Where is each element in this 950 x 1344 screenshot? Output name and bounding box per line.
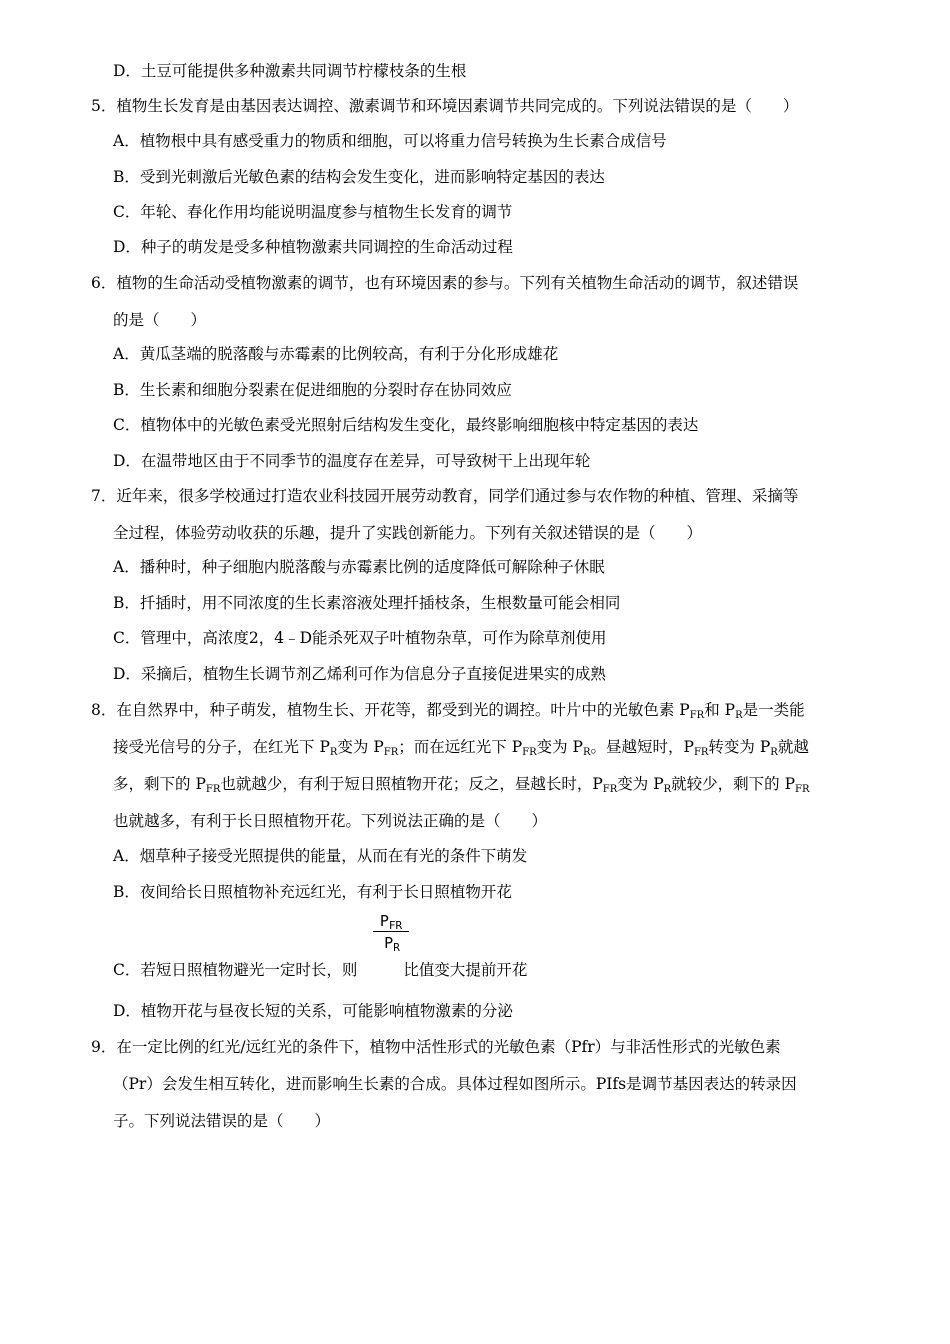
q8-option-a: A．烟草种子接受光照提供的能量，从而在有光的条件下萌发 [113,847,528,865]
q8-option-c: C．若短日照植物避光一定时长，则 比值变大提前开花 [113,961,528,979]
q7-option-a: A．播种时，种子细胞内脱落酸与赤霉素比例的适度降低可解除种子休眠 [113,558,605,576]
q6-option-c: C．植物体中的光敏色素受光照射后结构发生变化，最终影响细胞核中特定基因的表达 [113,416,699,434]
pfr-over-pr-fraction: $P_{FR}$ $P_R$ [373,914,409,951]
q6-option-b: B．生长素和细胞分裂素在促进细胞的分裂时存在协同效应 [113,381,512,399]
q7-option-d: D．采摘后，植物生长调节剂乙烯利可作为信息分子直接促进果实的成熟 [113,665,606,683]
q6-stem-line2: 的是（ ） [113,311,207,329]
q7-stem-line1: 7．近年来，很多学校通过打造农业科技园开展劳动教育，同学们通过参与农作物的种植、管理、采摘等 [91,487,799,505]
q8-option-d: D．植物开花与昼夜长短的关系，可能影响植物激素的分泌 [113,1002,513,1020]
q8-stem-line2: 接受光信号的分子，在红光下 $P_R$变为 $P_{FR}$；而在远红光下 $P_{FR}$变为 $P_R$。昼越短时，$P_{FR}$转变为 $P_R$就越 [113,738,809,758]
q5-option-c: C．年轮、春化作用均能说明温度参与植物生长发育的调节 [113,203,513,221]
q5-option-d: D．种子的萌发是受多种植物激素共同调控的生命活动过程 [113,238,513,256]
q8-stem-line1: 8．在自然界中，种子萌发，植物生长、开花等，都受到光的调控。叶片中的光敏色素 $P_{FR}$和 $P_R$是一类能 [91,701,805,721]
q8-option-b: B．夜间给长日照植物补充远红光，有利于长日照植物开花 [113,883,512,901]
q9-stem-line1: 9．在一定比例的红光/远红光的条件下，植物中活性形式的光敏色素（Pfr）与非活性形式的光敏色素 [91,1038,781,1056]
q6-stem-line1: 6．植物的生命活动受植物激素的调节，也有环境因素的参与。下列有关植物生命活动的调节，叙述错误 [91,274,799,292]
q7-stem-line2: 全过程，体验劳动收获的乐趣，提升了实践创新能力。下列有关叙述错误的是（ ） [113,524,703,542]
q4-option-d: D．土豆可能提供多种激素共同调节柠檬枝条的生根 [113,62,467,80]
q6-option-a: A．黄瓜茎端的脱落酸与赤霉素的比例较高，有利于分化形成雄花 [113,345,559,363]
q8-stem-line3: 多，剩下的 $P_{FR}$也就越少，有利于短日照植物开花；反之，昼越长时，$P_{FR}$变为 $P_R$就较少，剩下的 $P_{FR}$ [113,775,810,795]
q7-option-c: C．管理中，高浓度2，4﹣D能杀死双子叶植物杂草，可作为除草剂使用 [113,629,607,647]
q6-option-d: D．在温带地区由于不同季节的温度存在差异，可导致树干上出现年轮 [113,452,591,470]
q7-option-b: B．扦插时，用不同浓度的生长素溶液处理扦插枝条，生根数量可能会相同 [113,594,621,612]
q9-stem-line2: （Pr）会发生相互转化，进而影响生长素的合成。具体过程如图所示。PIfs是调节基因表达的转录因 [113,1075,797,1093]
q5-stem: 5．植物生长发育是由基因表达调控、激素调节和环境因素调节共同完成的。下列说法错误的是（ ） [91,97,799,115]
q8-stem-line4: 也就越多，有利于长日照植物开花。下列说法正确的是（ ） [113,812,548,830]
q5-option-a: A．植物根中具有感受重力的物质和细胞，可以将重力信号转换为生长素合成信号 [113,132,667,150]
q5-option-b: B．受到光刺激后光敏色素的结构会发生变化，进而影响特定基因的表达 [113,168,605,186]
q9-stem-line3: 子。下列说法错误的是（ ） [113,1112,331,1130]
